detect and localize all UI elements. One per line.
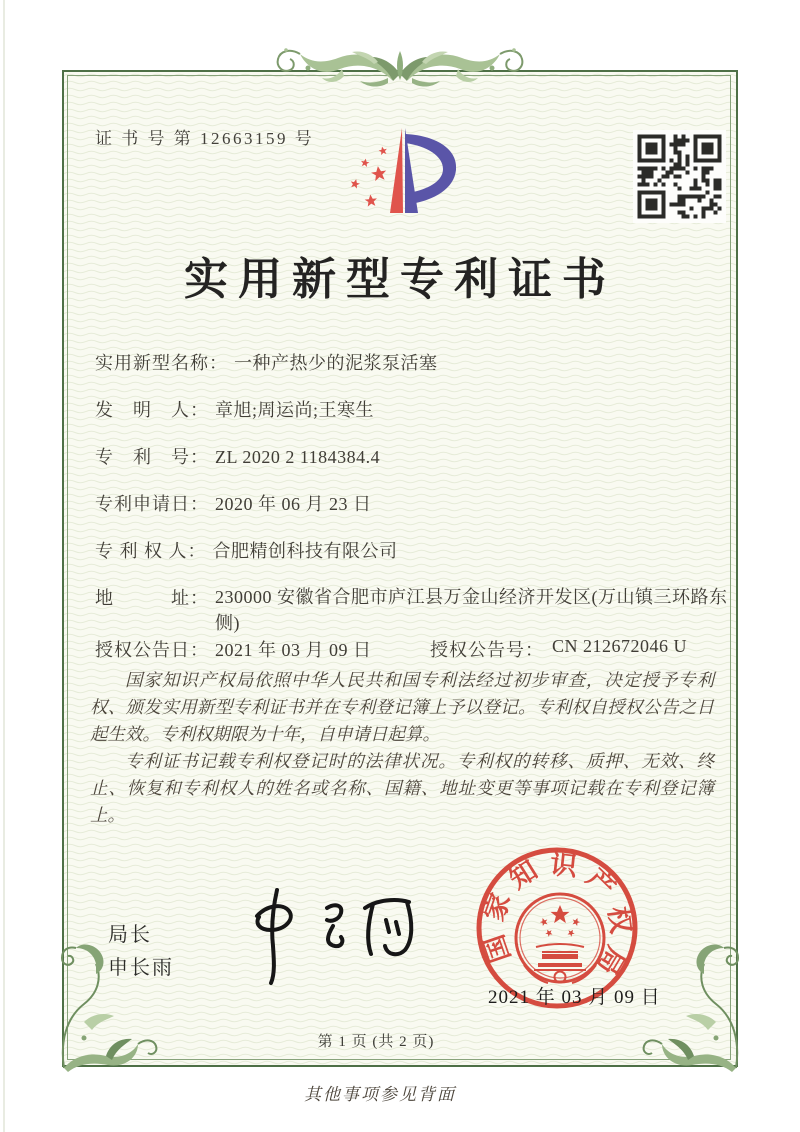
field-utility-model-name (95, 349, 438, 375)
seal-date: 2021 年 03 月 09 日 (488, 987, 661, 1008)
field-label: 实用新型名称： (95, 353, 228, 373)
field-value: 2021 年 03 月 09 日 (215, 640, 372, 660)
legal-paragraph-2: 专利证书记载专利权登记时的法律状况。专利权的转移、质押、无效、终止、恢复和专利权人的姓名或名称、国籍、地址变更等事项记载在专利登记簿上。 (90, 752, 714, 826)
field-value: 章旭;周运尚;王寒生 (215, 400, 375, 420)
back-side-note: 其他事项参见背面 (304, 1085, 456, 1105)
field-label: 授权公告日： (95, 640, 209, 660)
signer-title: 局长 (108, 922, 152, 946)
field-label: 地 址： (95, 588, 209, 608)
qr-code (633, 130, 726, 223)
field-value: CN 212672046 U (552, 636, 688, 656)
field-value: 230000 安徽省合肥市庐江县万金山经济开发区(万山镇三环路东侧) (215, 587, 728, 633)
cnipa-logo-icon (335, 112, 470, 234)
certificate-number: 证 书 号 第 12663159 号 (95, 129, 315, 148)
field-label: 发 明 人： (95, 400, 209, 420)
field-address (95, 584, 733, 636)
field-patent-number (95, 443, 380, 469)
director-signature (215, 878, 430, 996)
field-label: 专利申请日： (95, 494, 209, 514)
seal-char: 局 (591, 941, 631, 980)
field-value: ZL 2020 2 1184384.4 (215, 447, 381, 467)
legal-paragraph-1: 国家知识产权局依照中华人民共和国专利法经过初步审查，决定授予专利权、颁发实用新型专利证书并在专利登记簿上予以登记。专利权自授权公告之日起生效。专利权期限为十年，自申请日起算。 (90, 671, 714, 745)
field-filing-date (95, 490, 372, 516)
field-value: 合肥精创科技有限公司 (212, 541, 398, 561)
page-number: 第 1 页 (共 2 页) (317, 1034, 435, 1050)
field-label: 授权公告号： (430, 640, 544, 660)
field-inventors (95, 396, 374, 422)
certificate-title: 实用新型专利证书 (184, 255, 616, 304)
field-patentee (95, 537, 398, 563)
seal-char: 国 (478, 930, 516, 967)
field-label: 专 利 号： (95, 447, 209, 467)
seal-char: 家 (478, 889, 517, 925)
field-label: 专 利 权 人： (95, 541, 207, 561)
field-grant-row (95, 636, 688, 662)
legal-text-block (90, 668, 714, 830)
seal-char: 产 (580, 862, 622, 904)
seal-char: 权 (602, 904, 637, 936)
field-value: 一种产热少的泥浆泵活塞 (234, 353, 438, 373)
signer-name: 申长雨 (108, 955, 174, 979)
seal-char: 识 (548, 848, 579, 882)
seal-char: 知 (503, 854, 543, 895)
field-value: 2020 年 06 月 23 日 (215, 494, 372, 514)
